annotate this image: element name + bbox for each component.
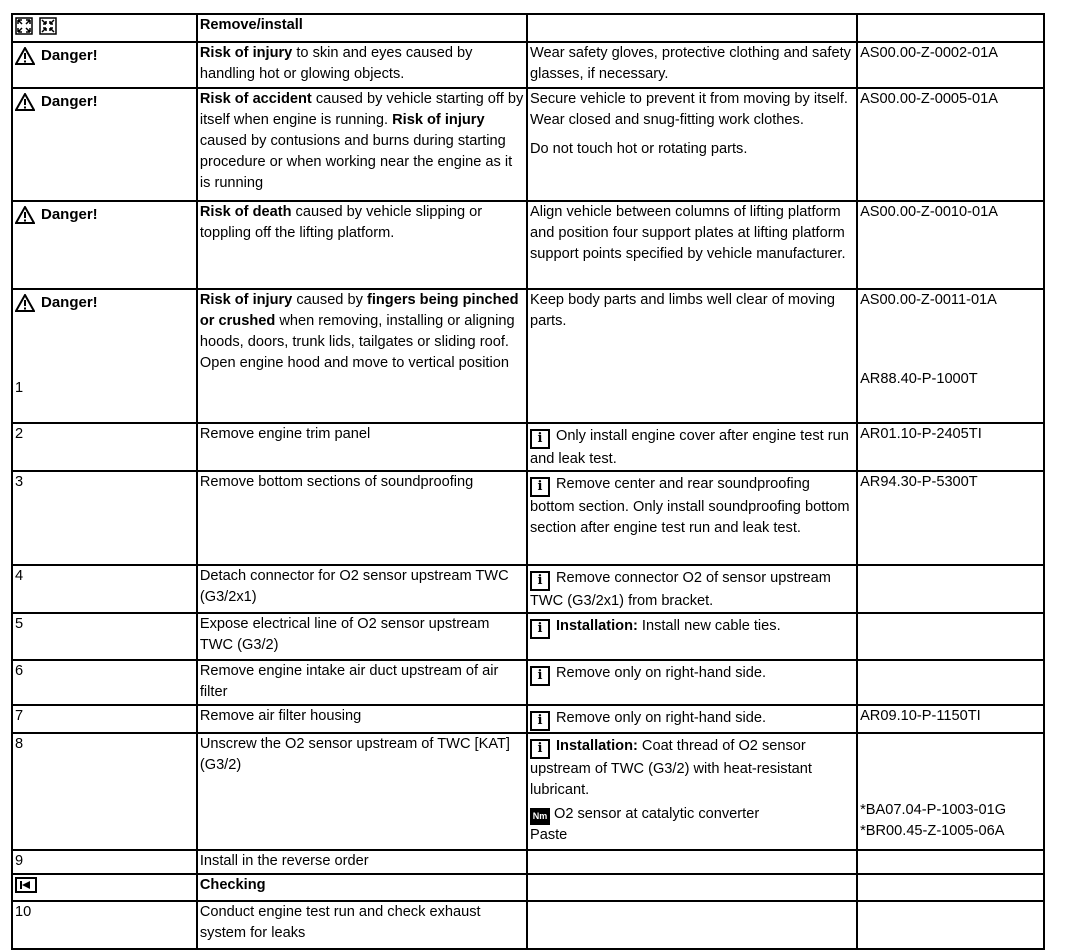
reference-code: AS00.00-Z-0011-01A: [860, 292, 997, 308]
step-row: 7 Remove air filter housing i Remove only on right-hand side. AR09.10-P-1150TI: [12, 705, 1044, 733]
danger-label: Danger!: [41, 206, 98, 223]
danger-label: Danger!: [41, 47, 98, 64]
reference-code: AS00.00-Z-0010-01A: [857, 201, 1044, 289]
step-action: Unscrew the O2 sensor upstream of TWC [KAT] (G3/2): [199, 736, 510, 773]
step-action: Install in the reverse order: [199, 853, 369, 869]
step-row: 5 Expose electrical line of O2 sensor upstream TWC (G3/2) i Installation: Install new cable ties.: [12, 613, 1044, 660]
step-number: 4: [15, 568, 24, 584]
reference-code: AS00.00-Z-0005-01A: [857, 88, 1044, 201]
reference-code: AR01.10-P-2405TI: [857, 423, 1044, 471]
reference-code: *BA07.04-P-1003-01G: [860, 802, 1007, 818]
checking-icon: [15, 877, 37, 893]
reference-code: [857, 660, 1044, 705]
fit-icon: [39, 17, 57, 35]
danger-label: Danger!: [41, 294, 98, 311]
step-row: 3 Remove bottom sections of soundproofing i Remove center and rear soundproofing bottom section. Only install soundproofing bottom section after engine test run and leak test. AR94.30-P-5300T: [12, 471, 1044, 565]
remove-install-icon: [15, 17, 33, 35]
danger-row: Danger! 1 Risk of injury caused by fingers being pinched or crushed when removing, installing or aligning hoods, doors, trunk lids, tailgates or sliding roof. Open engine hood and move to vertical position Keep body parts and limbs well clear of moving parts. AS00.00-Z-0011-01A AR88.40-P-1000T: [12, 289, 1044, 423]
step-number: 7: [15, 708, 24, 724]
step-row: [12, 901, 1044, 949]
checking-title: Checking: [199, 877, 266, 893]
checking-header-row: [12, 874, 1044, 901]
reference-code: AR88.40-P-1000T: [860, 371, 978, 387]
step-action: Remove engine intake air duct upstream of air filter: [199, 663, 499, 700]
danger-row: Danger! Risk of injury to skin and eyes caused by handling hot or glowing objects. Wear safety gloves, protective clothing and safety glasses, if necessary. AS00.00-Z-0002-01A: [12, 42, 1044, 88]
header-row: [12, 14, 1044, 42]
step-number: 9: [15, 853, 24, 869]
header-icons-cell: [12, 14, 197, 42]
step-action: Remove air filter housing: [199, 708, 362, 724]
info-icon: i: [530, 429, 550, 449]
info-icon: i: [530, 666, 550, 686]
reference-code: [857, 565, 1044, 613]
info-icon: i: [530, 571, 550, 591]
step-row: 6 Remove engine intake air duct upstream of air filter i Remove only on right-hand side.: [12, 660, 1044, 705]
step-number: 5: [15, 616, 24, 632]
step-row: 2 Remove engine trim panel i Only install engine cover after engine test run and leak test. AR01.10-P-2405TI: [12, 423, 1044, 471]
info-icon: i: [530, 739, 550, 759]
step-row: 8 Unscrew the O2 sensor upstream of TWC [KAT] (G3/2) i Installation: Coat thread of O2 sensor upstream of TWC (G3/2) with heat-resistant lubricant. Nm O2 sensor at catalytic converter Paste *BA07.04-P-1003-01G *BR00.45-Z-1005-06A: [12, 733, 1044, 850]
step-row: [12, 850, 1044, 874]
reference-code: [857, 613, 1044, 660]
step-action: Remove bottom sections of soundproofing: [199, 474, 474, 490]
danger-row: Danger! Risk of death caused by vehicle slipping or toppling off the lifting platform. Align vehicle between columns of lifting platform and position four support plates at lifting platform support points specified by vehicle manufacturer. AS00.00-Z-0010-01A: [12, 201, 1044, 289]
reference-code: AR09.10-P-1150TI: [857, 705, 1044, 733]
info-icon: i: [530, 711, 550, 731]
step-number: 1: [15, 380, 24, 396]
step-number: 3: [15, 474, 24, 490]
procedure-table: [11, 13, 1045, 950]
warning-triangle-icon: [15, 294, 35, 312]
step-action: Open engine hood and move to vertical position: [199, 355, 509, 371]
reference-code: AR94.30-P-5300T: [857, 471, 1044, 565]
reference-code: AS00.00-Z-0002-01A: [857, 42, 1044, 88]
warning-triangle-icon: [15, 206, 35, 224]
torque-nm-icon: Nm: [530, 808, 550, 825]
info-icon: i: [530, 619, 550, 639]
header-title: Remove/install: [197, 14, 527, 42]
info-icon: i: [530, 477, 550, 497]
step-number: 10: [15, 904, 32, 920]
step-action: Expose electrical line of O2 sensor upstream TWC (G3/2): [199, 616, 490, 653]
warning-triangle-icon: [15, 47, 35, 65]
step-action: Detach connector for O2 sensor upstream TWC (G3/2x1): [199, 568, 509, 605]
step-action: Conduct engine test run and check exhaust system for leaks: [199, 904, 481, 941]
step-number: 6: [15, 663, 24, 679]
step-action: Remove engine trim panel: [199, 426, 371, 442]
reference-code: *BR00.45-Z-1005-06A: [860, 823, 1005, 839]
danger-label: Danger!: [41, 93, 98, 110]
step-number: 2: [15, 426, 24, 442]
step-number: 8: [15, 736, 24, 752]
danger-row: Danger! Risk of accident caused by vehicle starting off by itself when engine is running. Risk of injury caused by contusions and burns during starting procedure or when working near the engine as it is running Secure vehicle to prevent it from moving by itself. Wear closed and snug-fitting work clothes. Do not touch hot or rotating parts. AS00.00-Z-0005-01A: [12, 88, 1044, 201]
warning-triangle-icon: [15, 93, 35, 111]
step-row: 4 Detach connector for O2 sensor upstream TWC (G3/2x1) i Remove connector O2 of sensor upstream TWC (G3/2x1) from bracket.: [12, 565, 1044, 613]
